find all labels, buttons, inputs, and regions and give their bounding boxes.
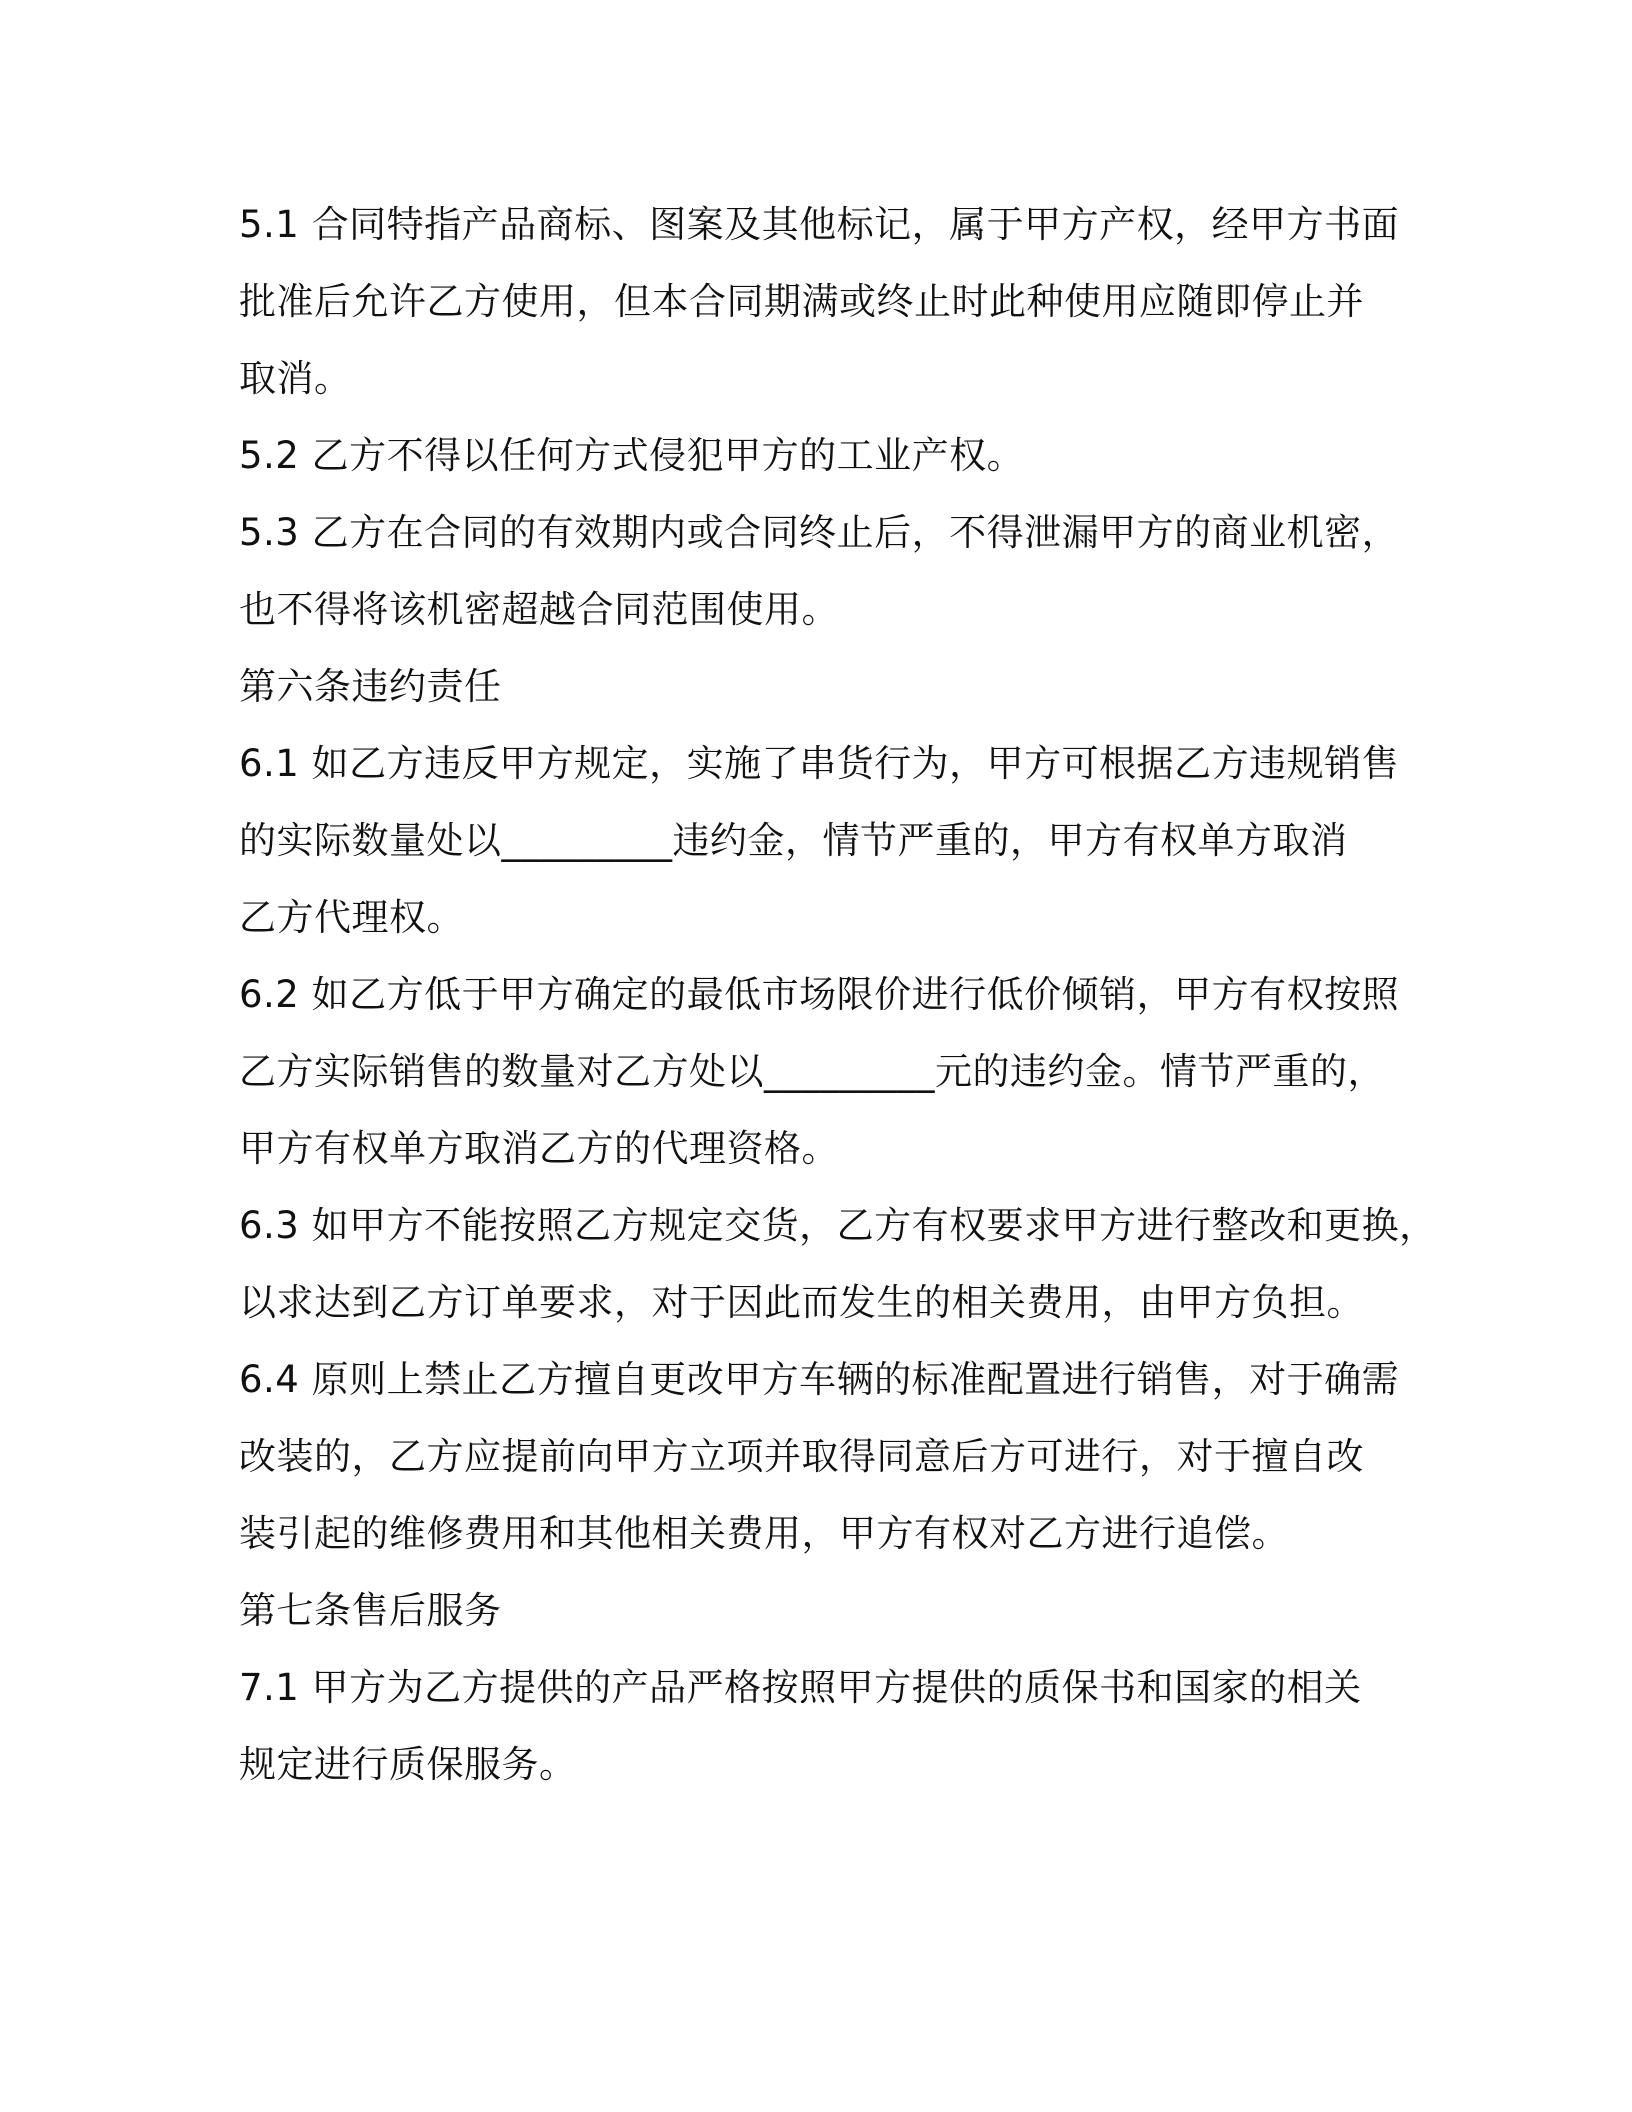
document-body	[239, 186, 1437, 1803]
clause-5-2-line-1: 5.2 乙方不得以任何方式侵犯甲方的工业产权。	[239, 434, 1025, 477]
section-heading-article-7: 第七条售后服务	[239, 1589, 502, 1632]
clause-6-4-line-1: 6.4 原则上禁止乙方擅自更改甲方车辆的标准配置进行销售，对于确需	[239, 1358, 1400, 1401]
clause-5-1-line-3: 取消。	[239, 357, 352, 400]
clause-5-1-line-2: 批准后允许乙方使用，但本合同期满或终止时此种使用应随即停止并	[239, 280, 1364, 323]
clause-6-1-line-2: 的实际数量处以_________违约金，情节严重的，甲方有权单方取消	[239, 819, 1348, 862]
clause-5-3-line-2: 也不得将该机密超越合同范围使用。	[239, 588, 839, 631]
clause-5-1-line-1: 5.1 合同特指产品商标、图案及其他标记，属于甲方产权，经甲方书面	[239, 203, 1400, 246]
clause-7-1-line-1: 7.1 甲方为乙方提供的产品严格按照甲方提供的质保书和国家的相关	[239, 1666, 1362, 1709]
section-heading-article-6: 第六条违约责任	[239, 665, 502, 708]
clause-6-1-line-1: 6.1 如乙方违反甲方规定，实施了串货行为，甲方可根据乙方违规销售	[239, 742, 1400, 785]
clause-5-3-line-1: 5.3 乙方在合同的有效期内或合同终止后，不得泄漏甲方的商业机密，	[239, 511, 1400, 554]
clause-6-1-line-3: 乙方代理权。	[239, 896, 464, 939]
clause-6-2-line-2: 乙方实际销售的数量对乙方处以_________元的违约金。情节严重的，	[239, 1050, 1385, 1093]
clause-6-2-line-3: 甲方有权单方取消乙方的代理资格。	[239, 1127, 839, 1170]
clause-6-3-line-1: 6.3 如甲方不能按照乙方规定交货，乙方有权要求甲方进行整改和更换，	[239, 1204, 1437, 1247]
clause-6-4-line-3: 装引起的维修费用和其他相关费用，甲方有权对乙方进行追偿。	[239, 1512, 1289, 1555]
clause-6-2-line-1: 6.2 如乙方低于甲方确定的最低市场限价进行低价倾销，甲方有权按照	[239, 973, 1400, 1016]
clause-6-4-line-2: 改装的，乙方应提前向甲方立项并取得同意后方可进行，对于擅自改	[239, 1435, 1364, 1478]
clause-7-1-line-2: 规定进行质保服务。	[239, 1743, 577, 1786]
clause-6-3-line-2: 以求达到乙方订单要求，对于因此而发生的相关费用，由甲方负担。	[239, 1281, 1364, 1324]
